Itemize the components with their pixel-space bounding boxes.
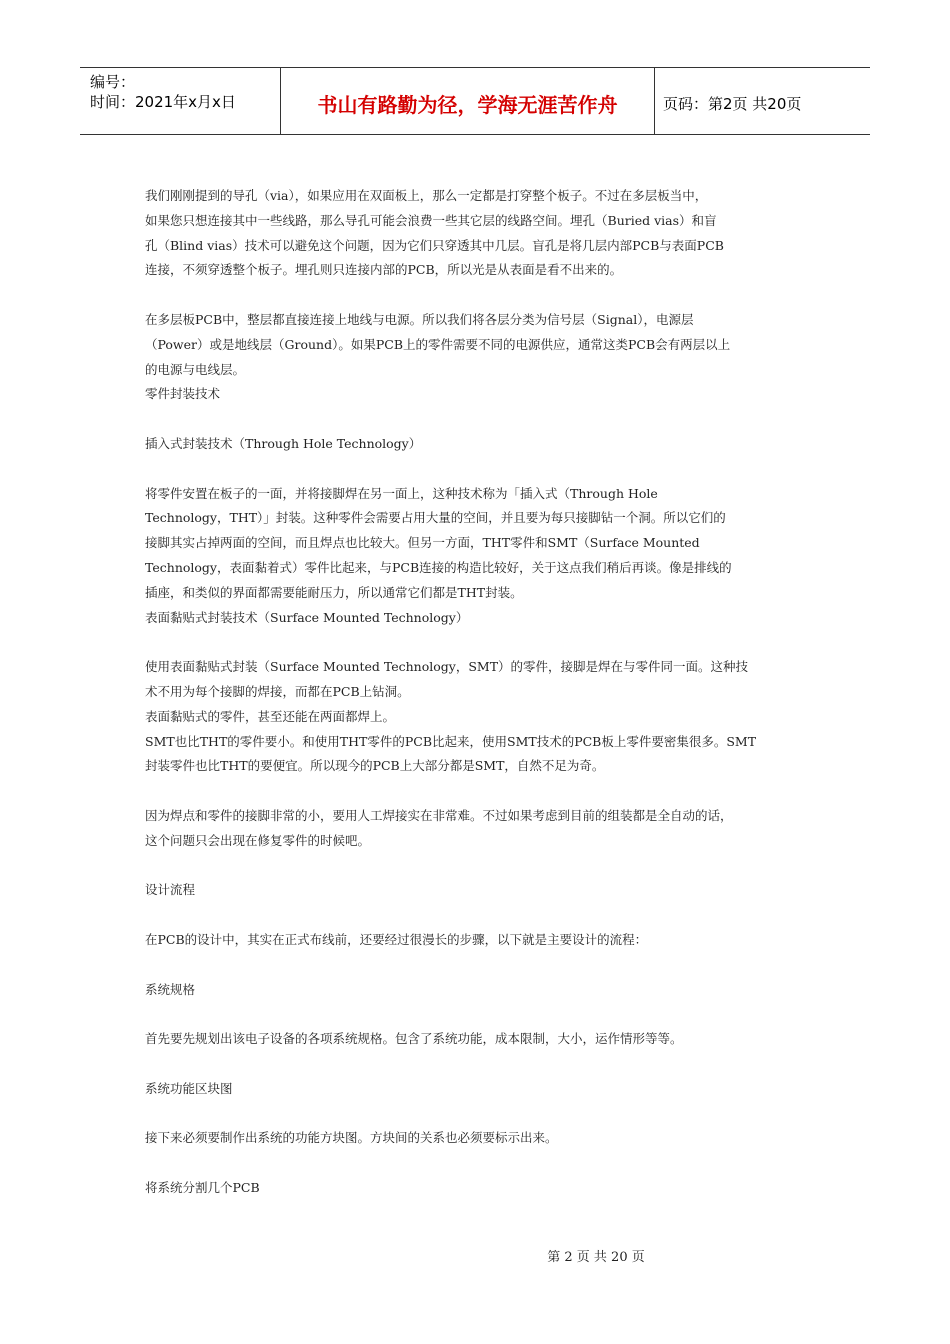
body-line: 术不用为每个接脚的焊接，而都在PCB上钻洞。	[145, 683, 410, 699]
body-line: 如果您只想连接其中一些线路，那么导孔可能会浪费一些其它层的线路空间。埋孔（Buried vias）和盲	[145, 212, 717, 228]
body-line: 接脚其实占掉两面的空间，而且焊点也比较大。但另一方面，THT零件和SMT（Surface Mounted	[145, 535, 700, 551]
body-line: 在多层板PCB中，整层都直接连接上地线与电源。所以我们将各层分类为信号层（Signal），电源层	[145, 311, 694, 327]
page-footer: 第 2 页 共 20 页	[547, 1250, 645, 1265]
section-heading: 设计流程	[145, 882, 196, 898]
header-motto: 书山有路勤为径，学海无涯苦作舟	[281, 68, 655, 134]
body-line: Technology，表面黏着式）零件比起来，与PCB连接的构造比较好，关于这点我们稍后再谈。像是排线的	[145, 559, 732, 575]
body-line: 我们刚刚提到的导孔（via），如果应用在双面板上，那么一定都是打穿整个板子。不过在多层板当中，	[145, 188, 708, 203]
body-line: 首先要先规划出该电子设备的各项系统规格。包含了系统功能，成本限制，大小，运作情形等等。	[145, 1031, 683, 1047]
header-meta-cell	[80, 68, 281, 134]
body-line: 这个问题只会出现在修复零件的时候吧。	[145, 832, 371, 848]
body-line: 在PCB的设计中，其实在正式布线前，还要经过很漫长的步骤，以下就是主要设计的流程：	[145, 931, 648, 947]
page-header	[80, 67, 870, 135]
body-line: 因为焊点和零件的接脚非常的小，要用人工焊接实在非常难。不过如果考虑到目前的组装都是全自动的话，	[145, 807, 733, 823]
body-line: 孔（Blind vias）技术可以避免这个问题，因为它们只穿透其中几层。盲孔是将几层内部PCB与表面PCB	[145, 237, 724, 253]
header-page-label: 页码：第2页 共20页	[663, 94, 802, 113]
body-line: Technology，THT）」封装。这种零件会需要占用大量的空间，并且要为每只接脚钻一个洞。所以它们的	[145, 510, 726, 526]
body-line: 封装零件也比THT的要便宜。所以现今的PCB上大部分都是SMT，自然不足为奇。	[145, 758, 605, 774]
body-line: （Power）或是地线层（Ground）。如果PCB上的零件需要不同的电源供应，通常这类PCB会有两层以上	[145, 336, 731, 352]
section-heading: 系统功能区块图	[145, 1080, 233, 1096]
body-line: 连接，不须穿透整个板子。埋孔则只连接内部的PCB，所以光是从表面是看不出来的。	[145, 262, 623, 278]
document-time-label: 时间：2021年x月x日	[90, 93, 236, 111]
body-line: 使用表面黏贴式封装（Surface Mounted Technology，SMT）的零件，接脚是焊在与零件同一面。这种技	[145, 659, 749, 675]
document-number-label: 编号：	[90, 73, 136, 91]
section-heading: 零件封装技术	[145, 386, 221, 402]
body-line: SMT也比THT的零件要小。和使用THT零件的PCB比起来，使用SMT技术的PCB板上零件要密集很多。SMT	[145, 733, 757, 749]
body-line: 将零件安置在板子的一面，并将接脚焊在另一面上，这种技术称为「插入式（Through Hole	[145, 485, 658, 501]
section-heading: 系统规格	[145, 981, 196, 997]
section-heading: 将系统分割几个PCB	[145, 1179, 260, 1195]
body-line: 插座，和类似的界面都需要能耐压力，所以通常它们都是THT封装。	[145, 584, 523, 600]
document-body	[145, 184, 815, 1201]
body-line: 表面黏贴式的零件，甚至还能在两面都焊上。	[145, 708, 396, 724]
section-heading: 表面黏贴式封装技术（Surface Mounted Technology）	[145, 609, 469, 625]
body-line: 的电源与电线层。	[145, 361, 246, 377]
body-line: 接下来必须要制作出系统的功能方块图。方块间的关系也必须要标示出来。	[145, 1130, 558, 1146]
section-heading: 插入式封装技术（Through Hole Technology）	[145, 435, 422, 451]
